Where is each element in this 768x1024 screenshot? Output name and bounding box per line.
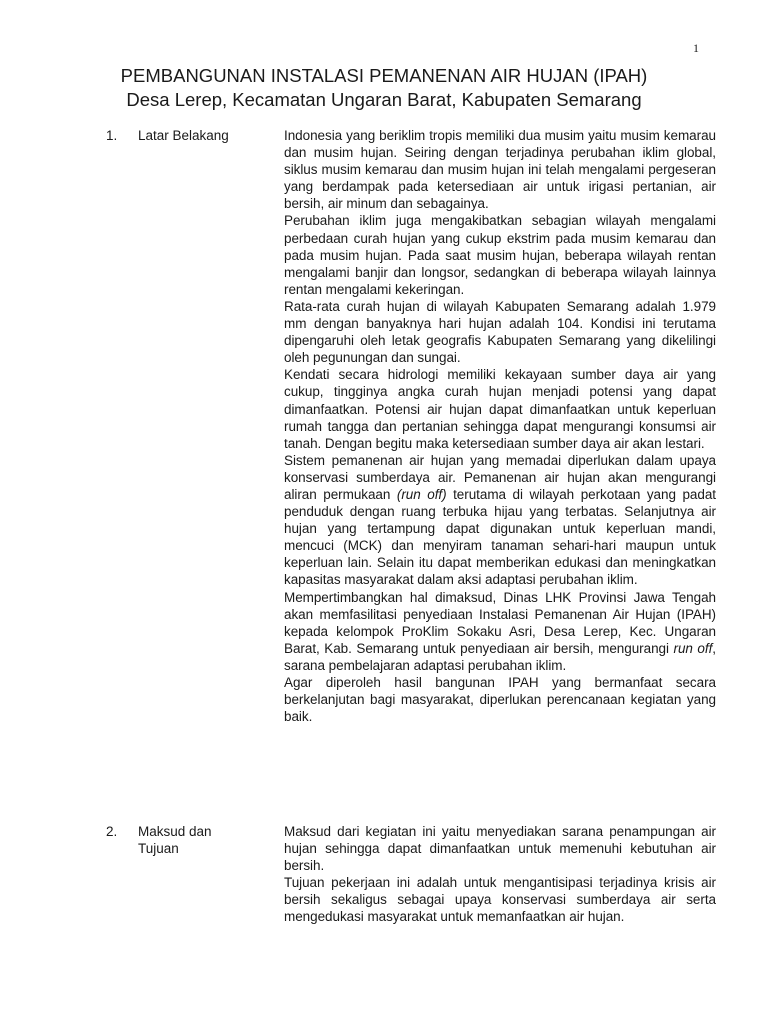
section-number: 2. — [106, 824, 118, 839]
paragraph — [284, 589, 716, 674]
paragraph: Indonesia yang beriklim tropis memiliki dua musim yaitu musim kemarau dan musim hujan. Seiring dengan terjadinya perubahan iklim global, siklus musim kemarau dan musim hujan ini telah mengalami pergeseran yang berdampak pada ketersediaan air untuk irigasi pertanian, air bersih, air minum dan sebagainya. — [284, 128, 716, 212]
italic-term: (run off) — [396, 486, 447, 502]
paragraph: Rata-rata curah hujan di wilayah Kabupaten Semarang adalah 1.979 mm dengan banyaknya hari hujan adalah 104. Kondisi ini terutama dipengaruhi oleh letak geografis Kabupaten Semarang yang dikelilingi oleh pegunungan dan sungai. — [284, 298, 716, 366]
paragraph: Maksud dari kegiatan ini yaitu menyediakan sarana penampungan air hujan sehingga dapat dimanfaatkan untuk memenuhi kebutuhan air bersih. — [284, 824, 716, 874]
paragraph — [284, 452, 716, 589]
section-label: Maksud dan Tujuan — [138, 824, 212, 857]
title-line-1: PEMBANGUNAN INSTALASI PEMANENAN AIR HUJAN (IPAH) — [120, 65, 648, 86]
section-body — [284, 823, 716, 926]
paragraph: Tujuan pekerjaan ini adalah untuk mengantisipasi terjadinya krisis air bersih sekaligus sebagai upaya konservasi sumberdaya air serta mengedukasi masyarakat untuk memanfaatkan air hujan. — [284, 875, 716, 925]
paragraph: Kendati secara hidrologi memiliki kekayaan sumber daya air yang cukup, tingginya angka curah hujan menjadi potensi yang dapat dimanfaatkan. Potensi air hujan dapat dimanfaatkan untuk keperluan rumah tangga dan pertanian sehingga dapat mengurangi konsumsi air tanah. Dengan begitu maka ketersediaan sumber daya air akan lestari. — [284, 367, 716, 451]
document-title — [0, 64, 768, 112]
title-line-2: Desa Lerep, Kecamatan Ungaran Barat, Kabupaten Semarang — [126, 89, 642, 110]
paragraph: Agar diperoleh hasil bangunan IPAH yang bermanfaat secara berkelanjutan bagi masyarakat, diperlukan perencanaan kegiatan yang baik. — [284, 675, 716, 725]
page-number: 1 — [693, 41, 699, 55]
section-number: 1. — [106, 128, 118, 143]
paragraph-text: Mempertimbangkan hal dimaksud, Dinas LHK Provinsi Jawa Tengah akan memfasilitasi penyediaan Instalasi Pemanenan Air Hujan (IPAH) kepada kelompok ProKlim Sokaku Asri, Desa Lerep, Kec. Ungaran Barat, Kab. Semarang untuk penyediaan air bersih, mengurangi — [284, 589, 716, 656]
paragraph-text: Sistem pemanenan air hujan yang memadai diperlukan dalam upaya konservasi sumberdaya air. Pemanenan air hujan akan mengurangi aliran permukaan — [284, 452, 716, 502]
paragraph-text: , sarana pembelajaran adaptasi perubahan iklim. — [284, 640, 716, 673]
paragraph: Perubahan iklim juga mengakibatkan sebagian wilayah mengalami perbedaan curah hujan yang cukup ekstrim pada musim kemarau dan pada musim hujan. Pada saat musim hujan, beberapa wilayah rentan mengalami banjir dan longsor, sedangkan di beberapa wilayah lainnya rentan mengalami kekeringan. — [284, 213, 716, 297]
paragraph-text: terutama di wilayah perkotaan yang padat penduduk dengan ruang terbuka hijau yang terbatas. Selanjutnya air hujan yang tertampung dapat digunakan untuk keperluan mandi, mencuci (MCK) dan menyiram tanaman sehari-hari maupun untuk keperluan lain. Selain itu dapat memberikan edukasi dan meningkatkan kapasitas masyarakat dalam aksi adaptasi perubahan iklim. — [284, 486, 716, 588]
section-label: Latar Belakang — [138, 128, 229, 143]
italic-term: run off — [673, 640, 713, 656]
section-body — [284, 127, 716, 725]
